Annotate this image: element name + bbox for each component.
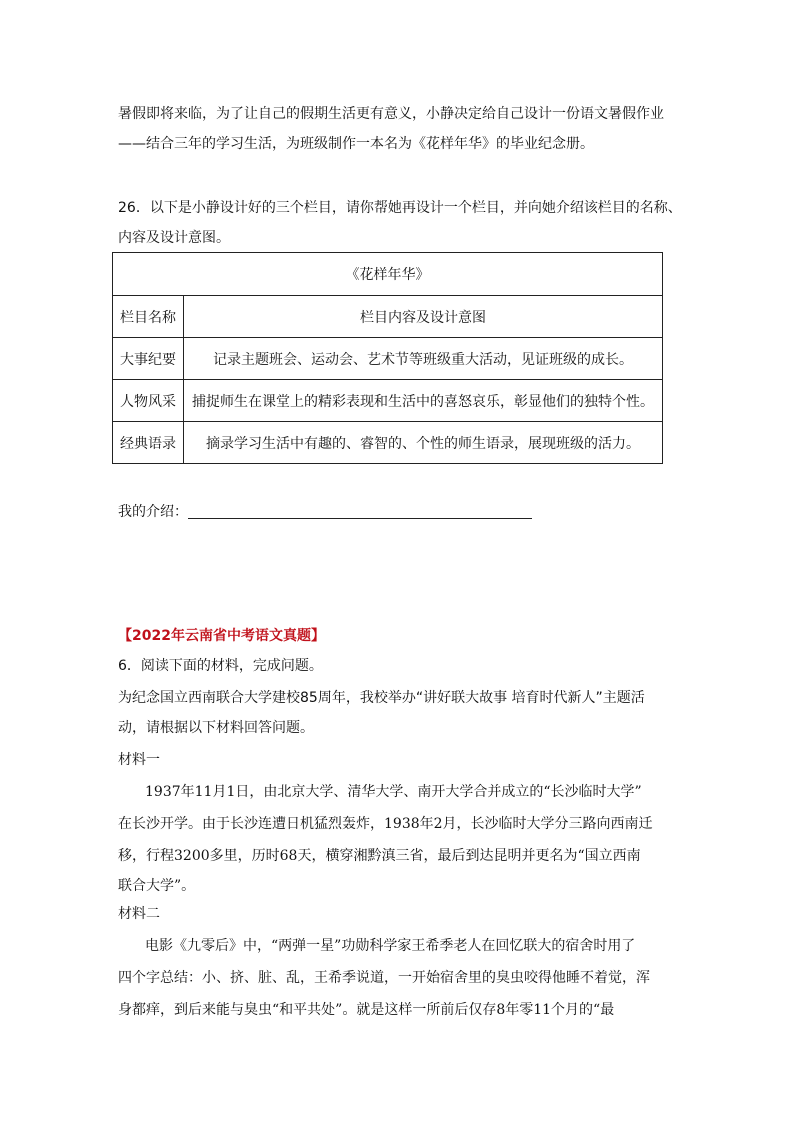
intro-paragraph-line-2: ——结合三年的学习生活，为班级制作一本名为《花样年华》的毕业纪念册。 (118, 136, 594, 152)
question-6-line-2: 为纪念国立西南联合大学建校85周年，我校举办“讲好联大故事 培育时代新人”主题活 (118, 690, 645, 706)
question-26-line-2: 内容及设计意图。 (118, 230, 230, 246)
row-name: 大事纪要 (113, 338, 184, 380)
material-2-line-3: 身都痒，到后来能与臭虫“和平共处”。就是这样一所前后仅存8年零11个月的“最 (118, 1002, 615, 1018)
material-2-line-1: 电影《九零后》中，“两弹一星”功勋科学家王希季老人在回忆联大的宿舍时用了 (145, 938, 636, 954)
material-1-line-4: 联合大学”。 (118, 878, 196, 894)
columns-table (112, 252, 663, 464)
row-desc: 捕捉师生在课堂上的精彩表现和生活中的喜怒哀乐，彰显他们的独特个性。 (184, 380, 663, 422)
my-intro-label: 我的介绍： (118, 504, 188, 520)
table-row (113, 422, 663, 464)
material-1-label: 材料一 (118, 752, 160, 768)
table-row (113, 380, 663, 422)
material-1-line-1: 1937年11月1日，由北京大学、清华大学、南开大学合并成立的“长沙临时大学” (145, 784, 642, 800)
material-2-label: 材料二 (118, 906, 160, 922)
row-name: 经典语录 (113, 422, 184, 464)
row-name: 人物风采 (113, 380, 184, 422)
table-header-desc: 栏目内容及设计意图 (184, 296, 663, 338)
intro-paragraph-line-1: 暑假即将来临，为了让自己的假期生活更有意义，小静决定给自己设计一份语文暑假作业 (118, 106, 664, 122)
material-2-line-2: 四个字总结：小、挤、脏、乱，王希季说道，一开始宿舍里的臭虫咬得他睡不着觉，浑 (118, 970, 650, 986)
table-title: 《花样年华》 (113, 253, 663, 296)
section-header: 【2022年云南省中考语文真题】 (118, 628, 325, 644)
table-row (113, 338, 663, 380)
answer-blank-line (188, 518, 532, 519)
row-desc: 摘录学习生活中有趣的、睿智的、个性的师生语录，展现班级的活力。 (184, 422, 663, 464)
table-header-name: 栏目名称 (113, 296, 184, 338)
row-desc: 记录主题班会、运动会、艺术节等班级重大活动，见证班级的成长。 (184, 338, 663, 380)
question-6-line-3: 动，请根据以下材料回答问题。 (118, 720, 314, 736)
question-26-line-1: 26．以下是小静设计好的三个栏目，请你帮她再设计一个栏目，并向她介绍该栏目的名称、 (118, 200, 682, 216)
material-1-line-3: 移，行程3200多里，历时68天，横穿湘黔滇三省，最后到达昆明并更名为“国立西南 (118, 848, 641, 864)
question-6-line-1: 6．阅读下面的材料，完成问题。 (118, 658, 323, 674)
material-1-line-2: 在长沙开学。由于长沙连遭日机猛烈轰炸，1938年2月，长沙临时大学分三路向西南迁 (118, 816, 653, 832)
